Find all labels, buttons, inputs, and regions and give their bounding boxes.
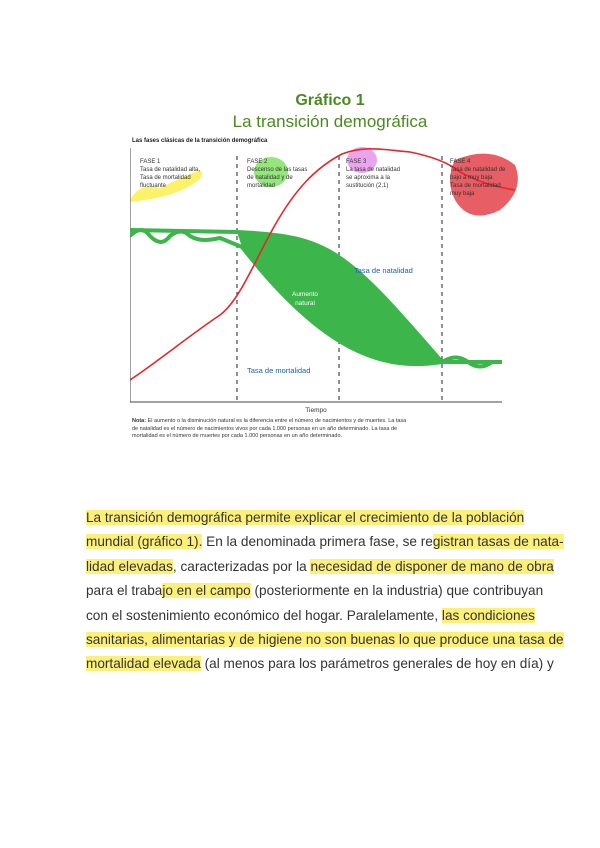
natural-increase-area [237,232,442,364]
highlighted-text: mundial (gráfico 1). [86,534,203,550]
phase-2-line: de natalidad y de [247,175,293,181]
note-line: mortalidad es el número de muertes por cada 1.000 personas en un año determinado. [132,433,343,439]
text-segment: En la denominada primera fase, se re [202,534,433,550]
text-segment: , caracterizadas por la [172,558,311,574]
natural-increase-label-2: natural [295,300,315,307]
death-rate-label: Tasa de mortalidad [247,366,311,375]
x-axis-label: Tiempo [305,407,327,414]
phase-3-line: La tasa de natalidad [346,167,401,173]
phase-4-line: Tasa de mortalidad [450,183,501,189]
birth-rate-label: Tasa de natalidad [354,266,413,275]
highlighted-text: gistran tasas de nata- [432,534,564,550]
phase-2-line: mortalidad [247,183,276,189]
phase-3-line: se aproxima a la [346,175,391,181]
text-segment: (posteriormente en la industria) que contribuyan [250,583,544,599]
body-paragraph [86,506,570,677]
figure-grafico-1 [130,90,530,460]
paragraph-line [86,628,570,652]
phase-4-line: muy baja [450,191,475,197]
phase-4-line: bajo a muy baja [450,175,493,181]
highlighted-text: jo en el campo [162,583,251,599]
figure-note [132,418,527,441]
paragraph-line [86,579,570,603]
note-line: de natalidad es el número de nacimientos vivos por cada 1.000 personas en un año determinado. La tasa de [132,425,398,432]
text-segment: (al menos para los parámetros generales de hoy en día) y [200,656,554,672]
demographic-transition-chart [130,90,530,420]
highlighted-text: lidad elevadas [86,558,173,574]
phase-1-line: Tasa de mortalidad [140,175,191,181]
chart-caption: Las fases clásicas de la transición demográfica [132,138,268,144]
paragraph-line [86,604,570,628]
natural-increase-label-1: Aumento [291,291,319,298]
phase-1-line: Tasa de natalidad alta, [140,167,201,173]
highlighted-text: mortalidad elevada [86,656,201,672]
text-segment: para el traba [86,583,163,599]
phase-1-name: FASE 1 [140,159,161,165]
text-segment: con el sostenimiento económico del hogar. Paralelamente, [86,607,442,623]
phase-4-line: Tasa de natalidad de [450,167,506,173]
paragraph-line [86,555,570,579]
paragraph-line [86,530,570,554]
phase-2-line: Descenso de las tasas [247,167,308,173]
phase-3-line: sustitución (2,1) [346,183,389,189]
paragraph-line [86,506,570,530]
highlighted-text: necesidad de disponer de mano de obra [310,558,554,574]
phase-4-name: FASE 4 [450,159,471,165]
phase-3-name: FASE 3 [346,159,367,165]
paragraph-line [86,652,570,676]
note-line: El aumento o la disminución natural es la diferencia entre el número de nacimientos y de muertes. La tasa [146,418,407,424]
phase-1-line: fluctuante [140,183,167,189]
note-label: Nota: [132,418,147,424]
phase-2-name: FASE 2 [247,159,268,165]
figure-subtitle: La transición demográfica [232,112,428,131]
highlighted-text: La transición demográfica permite explicar el crecimiento de la población [86,510,525,525]
figure-title: Gráfico 1 [295,92,365,109]
highlighted-text: sanitarias, alimentarias y de higiene no son buenas lo que produce una tasa de [86,632,564,648]
highlighted-text: las condiciones [441,607,535,623]
